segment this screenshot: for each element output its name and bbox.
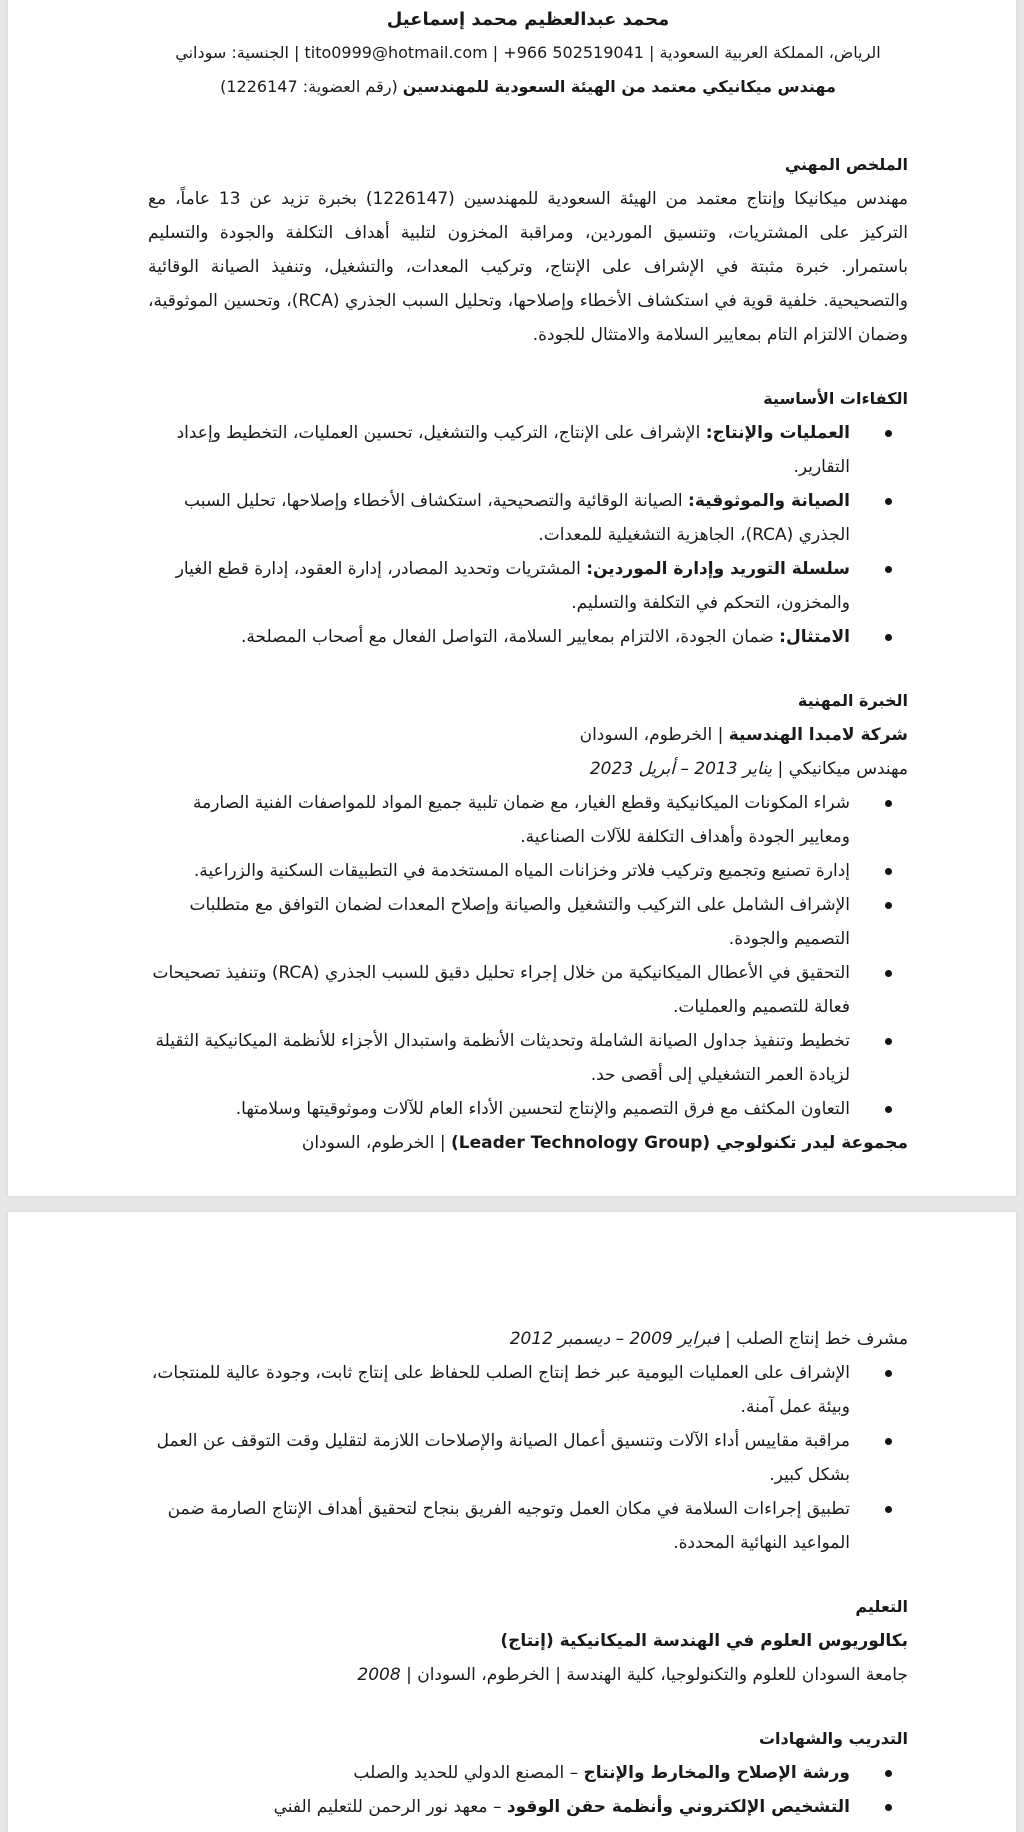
- page-1-content: [148, 4, 908, 1160]
- training-label: التشخيص الإلكتروني وأنظمة حقن الوقود: [506, 1797, 850, 1817]
- page-2-content: [148, 1322, 908, 1824]
- job1-bullets: [148, 786, 908, 1126]
- competency-text: الإشراف على الإنتاج، التركيب والتشغيل، تحسين العمليات، التخطيط وإعداد التقارير.: [176, 423, 850, 477]
- competency-text: ضمان الجودة، الالتزام بمعايير السلامة، التواصل الفعال مع أصحاب المصلحة.: [240, 627, 780, 647]
- list-item: تخطيط وتنفيذ جداول الصيانة الشاملة وتحديثات الأنظمة واستبدال الأجزاء للأنظمة الميكانيكية الثقيلة لزيادة العمر التشغيلي إلى أقصى حد.: [148, 1024, 850, 1092]
- membership-number: (رقم العضوية: 1226147): [220, 77, 403, 96]
- job2-role-line: [148, 1322, 908, 1356]
- job2-role: مشرف خط إنتاج الصلب |: [719, 1329, 908, 1349]
- training-label: ورشة الإصلاح والمخارط والإنتاج: [583, 1763, 850, 1783]
- job2-bullets: [148, 1356, 908, 1560]
- education-heading: التعليم: [855, 1597, 908, 1616]
- contact-line: الرياض، المملكة العربية السعودية | 502519041 966+ | tito0999@hotmail.com | الجنسية: سوداني: [175, 43, 881, 62]
- job1-role: مهندس ميكانيكي |: [772, 759, 908, 779]
- professional-title: [148, 70, 908, 104]
- school-line: [148, 1658, 908, 1692]
- competencies-list: [148, 416, 908, 654]
- training-list: [148, 1756, 908, 1824]
- competency-label: العمليات والإنتاج:: [705, 423, 850, 443]
- list-item: الإشراف على العمليات اليومية عبر خط إنتاج الصلب للحفاظ على إنتاج ثابت، وجودة عالية للمنتجات، وبيئة عمل آمنة.: [148, 1356, 850, 1424]
- list-item: [148, 1756, 850, 1790]
- competencies-heading: الكفاءات الأساسية: [763, 389, 908, 408]
- competency-text: المشتريات وتحديد المصادر، إدارة العقود، إدارة قطع الغيار والمخزون، التحكم في التكلفة والتسليم.: [175, 559, 850, 613]
- job1-company-line: [148, 718, 908, 752]
- list-item: التعاون المكثف مع فرق التصميم والإنتاج لتحسين الأداء العام للآلات وموثوقيتها وسلامتها.: [148, 1092, 850, 1126]
- competency-text: الصيانة الوقائية والتصحيحية، استكشاف الأخطاء وإصلاحها، تحليل السبب الجذري (RCA)، الجاهزية التشغيلية للمعدات.: [184, 491, 850, 545]
- job1-role-line: [148, 752, 908, 786]
- training-provider: – المصنع الدولي للحديد والصلب: [353, 1763, 584, 1783]
- school: جامعة السودان للعلوم والتكنولوجيا، كلية الهندسة | الخرطوم، السودان |: [400, 1665, 908, 1685]
- job1-company: شركة لامبدا الهندسية: [728, 725, 908, 745]
- training-heading: التدريب والشهادات: [758, 1729, 908, 1748]
- list-item: [148, 620, 850, 654]
- job1-dates: يناير 2013 – أبريل 2023: [589, 759, 773, 779]
- list-item: [148, 484, 850, 552]
- job2-location: | الخرطوم، السودان: [301, 1133, 451, 1153]
- job1-location: | الخرطوم، السودان: [579, 725, 729, 745]
- competency-label: سلسلة التوريد وإدارة الموردين:: [586, 559, 850, 579]
- list-item: شراء المكونات الميكانيكية وقطع الغيار، مع ضمان تلبية جميع المواد للمواصفات الفنية الصارمة ومعايير الجودة وأهداف التكلفة للآلات الصناعية.: [148, 786, 850, 854]
- resume-page-2: [8, 1212, 1016, 1832]
- list-item: [148, 416, 850, 484]
- candidate-name: محمد عبدالعظيم محمد إسماعيل: [386, 9, 670, 30]
- degree: بكالوريوس العلوم في الهندسة الميكانيكية (إنتاج): [500, 1631, 908, 1651]
- competency-label: الامتثال:: [779, 627, 850, 647]
- title-bold: مهندس ميكانيكي معتمد من الهيئة السعودية للمهندسين: [402, 77, 836, 96]
- graduation-year: 2008: [357, 1665, 401, 1685]
- experience-heading: الخبرة المهنية: [797, 691, 908, 710]
- summary-heading: الملخص المهني: [784, 155, 908, 174]
- job2-dates: فبراير 2009 – ديسمبر 2012: [509, 1329, 720, 1349]
- list-item: [148, 1790, 850, 1824]
- list-item: [148, 552, 850, 620]
- job2-company: مجموعة ليدر تكنولوجي (Leader Technology Group): [451, 1133, 908, 1153]
- list-item: التحقيق في الأعطال الميكانيكية من خلال إجراء تحليل دقيق للسبب الجذري (RCA) وتنفيذ تصحيحات فعالة للتصميم والعمليات.: [148, 956, 850, 1024]
- training-provider: – معهد نور الرحمن للتعليم الفني: [273, 1797, 507, 1817]
- competency-label: الصيانة والموثوقية:: [688, 491, 850, 511]
- list-item: مراقبة مقاييس أداء الآلات وتنسيق أعمال الصيانة والإصلاحات اللازمة لتقليل وقت التوقف عن العمل بشكل كبير.: [148, 1424, 850, 1492]
- list-item: إدارة تصنيع وتجميع وتركيب فلاتر وخزانات المياه المستخدمة في التطبيقات السكنية والزراعية.: [148, 854, 850, 888]
- list-item: تطبيق إجراءات السلامة في مكان العمل وتوجيه الفريق بنجاح لتحقيق أهداف الإنتاج الصارمة ضمن المواعيد النهائية المحددة.: [148, 1492, 850, 1560]
- summary-text: مهندس ميكانيكا وإنتاج معتمد من الهيئة السعودية للمهندسين (1226147) بخبرة تزيد عن 13 عاماً، مع التركيز على المشتريات، وتنسيق الموردين، ومراقبة المخزون لتلبية أهداف التكلفة والجودة والتسليم باستمرار. خبرة مثبتة في الإشراف على الإنتاج، وتركيب المعدات، والتشغيل، وتنفيذ الصيانة الوقائية والتصحيحية. خلفية قوية في استكشاف الأخطاء وإصلاحها، وتحليل السبب الجذري (RCA)، وتحسين الموثوقية، وضمان الالتزام التام بمعايير السلامة والامتثال للجودة.: [148, 189, 908, 345]
- resume-page-1: [8, 0, 1016, 1196]
- job2-company-line: [148, 1126, 908, 1160]
- list-item: الإشراف الشامل على التركيب والتشغيل والصيانة وإصلاح المعدات لضمان التوافق مع متطلبات التصميم والجودة.: [148, 888, 850, 956]
